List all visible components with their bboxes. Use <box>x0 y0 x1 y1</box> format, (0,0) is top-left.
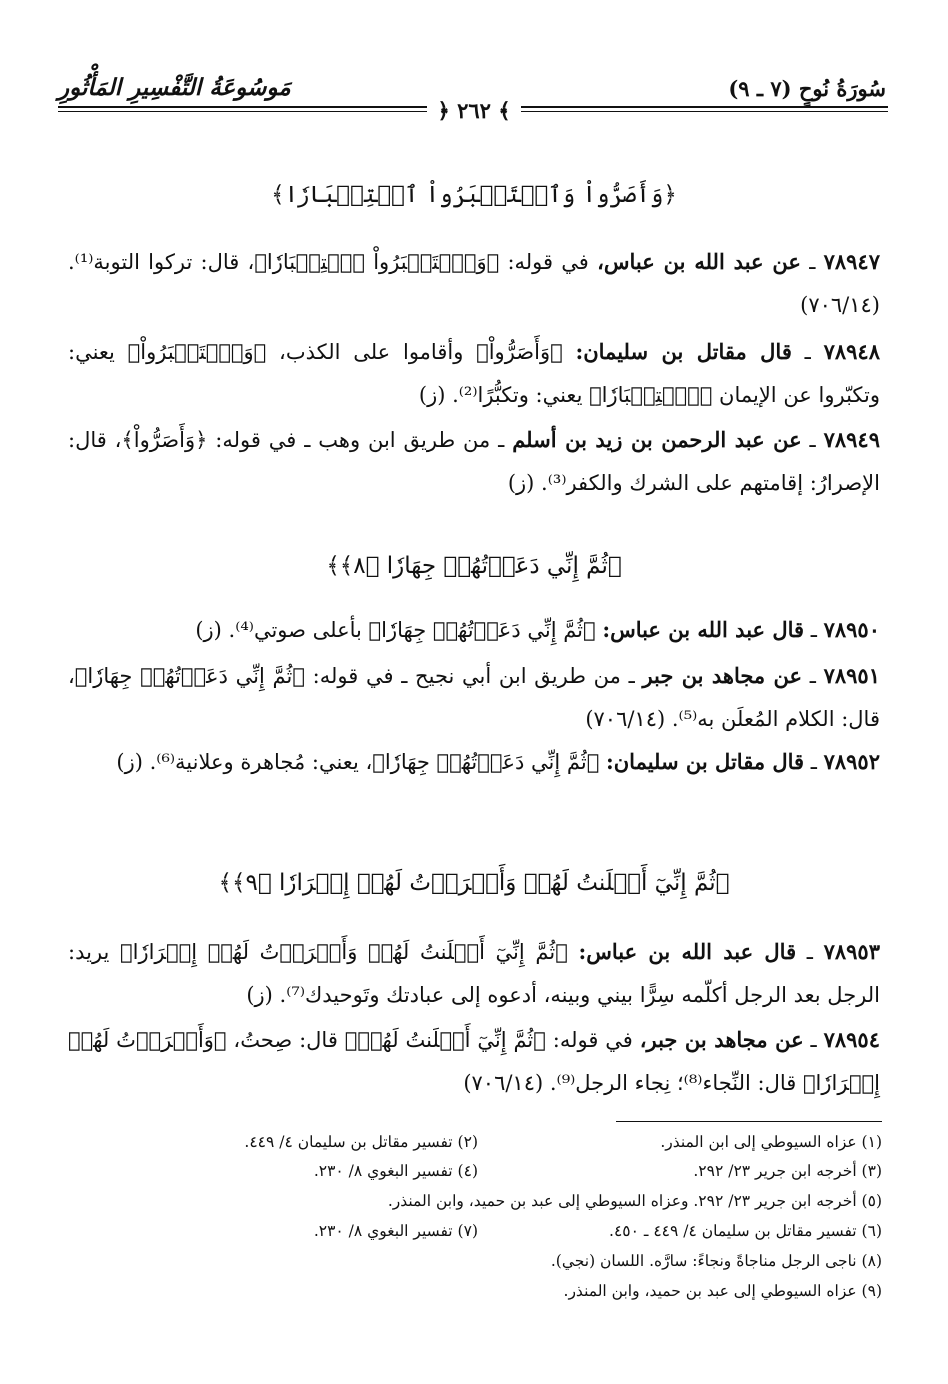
narration-text: ﴿وَأَصَرُّواْ﴾ وأقاموا على الكذب، ﴿وَٱسۡتَكۡبَرُواْ﴾ يعني: وتكبّروا عن الإيمان ﴿ٱسۡتِكۡبَارٗا﴾ يعني: وتكبُّرًا⁽²⁾. (ز) <box>68 340 880 407</box>
footnote-1: (١) عزاه السيوطي إلى ابن المنذر. <box>660 1133 882 1151</box>
narrator-name: قال مقاتل بن سليمان: <box>575 339 792 364</box>
running-header-surah: سُورَةُ نُوحٍ (٧ ـ ٩) <box>728 76 886 101</box>
narration-paragraph: ٧٨٩٥٠ ـ قال عبد الله بن عباس: ﴿ثُمَّ إِنِّي دَعَوۡتُهُمۡ جِهَارٗا﴾ بأعلى صوتي⁽⁴⁾. (ز) <box>195 617 880 642</box>
narration-paragraph: ٧٨٩٥٤ ـ عن مجاهد بن جبر، في قوله: ﴿ثُمَّ إِنِّيٓ أَعۡلَنتُ لَهُمۡ﴾ قال: صِحتُ، ﴿وَأَسۡرَرۡتُ لَهُمۡ إِسۡرَارٗا﴾ قال: النِّجاء⁽⁸⁾؛ نِجاء الرجل⁽⁹⁾. (٧٠٦/١٤) <box>68 1027 880 1095</box>
footnote-2: (٢) تفسير مقاتل بن سليمان ٤/ ٤٤٩. <box>244 1133 478 1151</box>
footnote-6: (٦) تفسير مقاتل بن سليمان ٤/ ٤٤٩ ـ ٤٥٠. <box>609 1222 882 1240</box>
page-number: ﴾ ٢٦٢ ﴿ <box>427 98 520 123</box>
page-number-box <box>0 98 948 123</box>
narration-paragraph: ٧٨٩٤٩ ـ عن عبد الرحمن بن زيد بن أسلم ـ من طريق ابن وهب ـ في قوله: ﴿وَأَصَرُّواْ﴾، قال: الإصرارُ: إقامتهم على الشرك والكفر⁽³⁾. (ز) <box>68 427 880 495</box>
narration-text: ـ من طريق ابن أبي نجيح ـ في قوله: ﴿ثُمَّ إِنِّي دَعَوۡتُهُمۡ جِهَارٗا﴾، قال: الكلام المُعلَن به⁽⁵⁾. (٧٠٦/١٤) <box>68 664 880 731</box>
footnote-separator <box>616 1121 882 1122</box>
running-header-book-title: مَوسُوعَةُ التَّفْسِيرِ المَأْثُورِ <box>58 74 291 101</box>
narration-number: ٧٨٩٥٠ <box>823 617 880 642</box>
narration-text: ﴿ثُمَّ إِنِّي دَعَوۡتُهُمۡ جِهَارٗا﴾، يعني: مُجاهرة وعلانية⁽⁶⁾. (ز) <box>116 750 606 774</box>
footnote-4: (٤) تفسير البغوي ٨/ ٢٣٠. <box>313 1162 478 1180</box>
narration-number: ٧٨٩٥٢ <box>823 749 880 774</box>
narrator-name: عن عبد الرحمن بن زيد بن أسلم <box>512 427 802 452</box>
narration-text: ﴿ثُمَّ إِنِّيٓ أَعۡلَنتُ لَهُمۡ وَأَسۡرَرۡتُ لَهُمۡ إِسۡرَارٗا﴾ يريد: الرجل بعد الرجل أكلّمه سِرًّا بيني وبينه، أدعوه إلى عبادتك وتَوحيدك⁽⁷⁾. (ز) <box>68 940 880 1007</box>
footnote-3: (٣) أخرجه ابن جرير ٢٣/ ٢٩٢. <box>693 1162 882 1180</box>
narration-number: ٧٨٩٥٤ <box>823 1027 880 1052</box>
ayah-heading: ﴿وَأَصَرُّواْ وَٱسۡتَكۡبَرُواْ ٱسۡتِكۡبَارٗا﴾ <box>271 182 677 208</box>
narration-number: ٧٨٩٥٣ <box>823 939 880 964</box>
narration-number: ٧٨٩٤٩ <box>823 427 880 452</box>
narration-paragraph: ٧٨٩٤٧ ـ عن عبد الله بن عباس، في قوله: ﴿وَٱسۡتَكۡبَرُواْ ٱسۡتِكۡبَارٗا﴾، قال: تركوا التوبة⁽¹⁾. (٧٠٦/١٤) <box>68 249 880 317</box>
narration-text: في قوله: ﴿ثُمَّ إِنِّيٓ أَعۡلَنتُ لَهُمۡ﴾ قال: صِحتُ، ﴿وَأَسۡرَرۡتُ لَهُمۡ إِسۡرَارٗا﴾ قال: النِّجاء⁽⁸⁾؛ نِجاء الرجل⁽⁹⁾. (٧٠٦/١٤) <box>68 1028 880 1095</box>
footnote-7: (٧) تفسير البغوي ٨/ ٢٣٠. <box>313 1222 478 1240</box>
narrator-name: عن مجاهد بن جبر <box>642 663 803 688</box>
narration-paragraph: ٧٨٩٥٣ ـ قال عبد الله بن عباس: ﴿ثُمَّ إِنِّيٓ أَعۡلَنتُ لَهُمۡ وَأَسۡرَرۡتُ لَهُمۡ إِسۡرَارٗا﴾ يريد: الرجل بعد الرجل أكلّمه سِرًّا بيني وبينه، أدعوه إلى عبادتك وتَوحيدك⁽⁷⁾. (ز) <box>68 939 880 1007</box>
ayah-heading: ﴿ثُمَّ إِنِّي دَعَوۡتُهُمۡ جِهَارٗا ﴿٨﴾﴾ <box>326 553 622 579</box>
narrator-name: قال عبد الله بن عباس: <box>602 617 805 642</box>
narration-text: ﴿ثُمَّ إِنِّي دَعَوۡتُهُمۡ جِهَارٗا﴾ بأعلى صوتي⁽⁴⁾. (ز) <box>195 618 603 642</box>
narration-number: ٧٨٩٥١ <box>823 663 880 688</box>
narration-paragraph: ٧٨٩٤٨ ـ قال مقاتل بن سليمان: ﴿وَأَصَرُّواْ﴾ وأقاموا على الكذب، ﴿وَٱسۡتَكۡبَرُواْ﴾ يعني: وتكبّروا عن الإيمان ﴿ٱسۡتِكۡبَارٗا﴾ يعني: وتكبُّرًا⁽²⁾. (ز) <box>68 339 880 407</box>
narrator-name: قال مقاتل بن سليمان: <box>606 749 805 774</box>
footnote-5: (٥) أخرجه ابن جرير ٢٣/ ٢٩٢. وعزاه السيوطي إلى عبد بن حميد، وابن المنذر. <box>387 1192 882 1210</box>
narration-text: ـ من طريق ابن وهب ـ في قوله: ﴿وَأَصَرُّواْ﴾، قال: الإصرارُ: إقامتهم على الشرك والكفر⁽³⁾. (ز) <box>68 428 880 495</box>
footnote-9: (٩) عزاه السيوطي إلى عبد بن حميد، وابن المنذر. <box>563 1282 882 1300</box>
narration-paragraph: ٧٨٩٥٢ ـ قال مقاتل بن سليمان: ﴿ثُمَّ إِنِّي دَعَوۡتُهُمۡ جِهَارٗا﴾، يعني: مُجاهرة وعلانية⁽⁶⁾. (ز) <box>116 749 880 774</box>
narration-text: في قوله: ﴿وَٱسۡتَكۡبَرُواْ ٱسۡتِكۡبَارٗا﴾، قال: تركوا التوبة⁽¹⁾. (٧٠٦/١٤) <box>68 250 880 317</box>
narrator-name: قال عبد الله بن عباس: <box>578 939 797 964</box>
ayah-heading: ﴿ثُمَّ إِنِّيٓ أَعۡلَنتُ لَهُمۡ وَأَسۡرَرۡتُ لَهُمۡ إِسۡرَارٗا ﴿٩﴾﴾ <box>218 870 730 896</box>
narrator-name: عن عبد الله بن عباس، <box>597 249 801 274</box>
narration-paragraph: ٧٨٩٥١ ـ عن مجاهد بن جبر ـ من طريق ابن أبي نجيح ـ في قوله: ﴿ثُمَّ إِنِّي دَعَوۡتُهُمۡ جِهَارٗا﴾، قال: الكلام المُعلَن به⁽⁵⁾. (٧٠٦/١٤) <box>68 663 880 731</box>
narration-number: ٧٨٩٤٧ <box>823 249 880 274</box>
footnote-8: (٨) ناجى الرجل مناجاةً ونجاءً: سارَّه. اللسان (نجي). <box>550 1252 882 1270</box>
narrator-name: عن مجاهد بن جبر، <box>639 1027 804 1052</box>
narration-number: ٧٨٩٤٨ <box>823 339 880 364</box>
